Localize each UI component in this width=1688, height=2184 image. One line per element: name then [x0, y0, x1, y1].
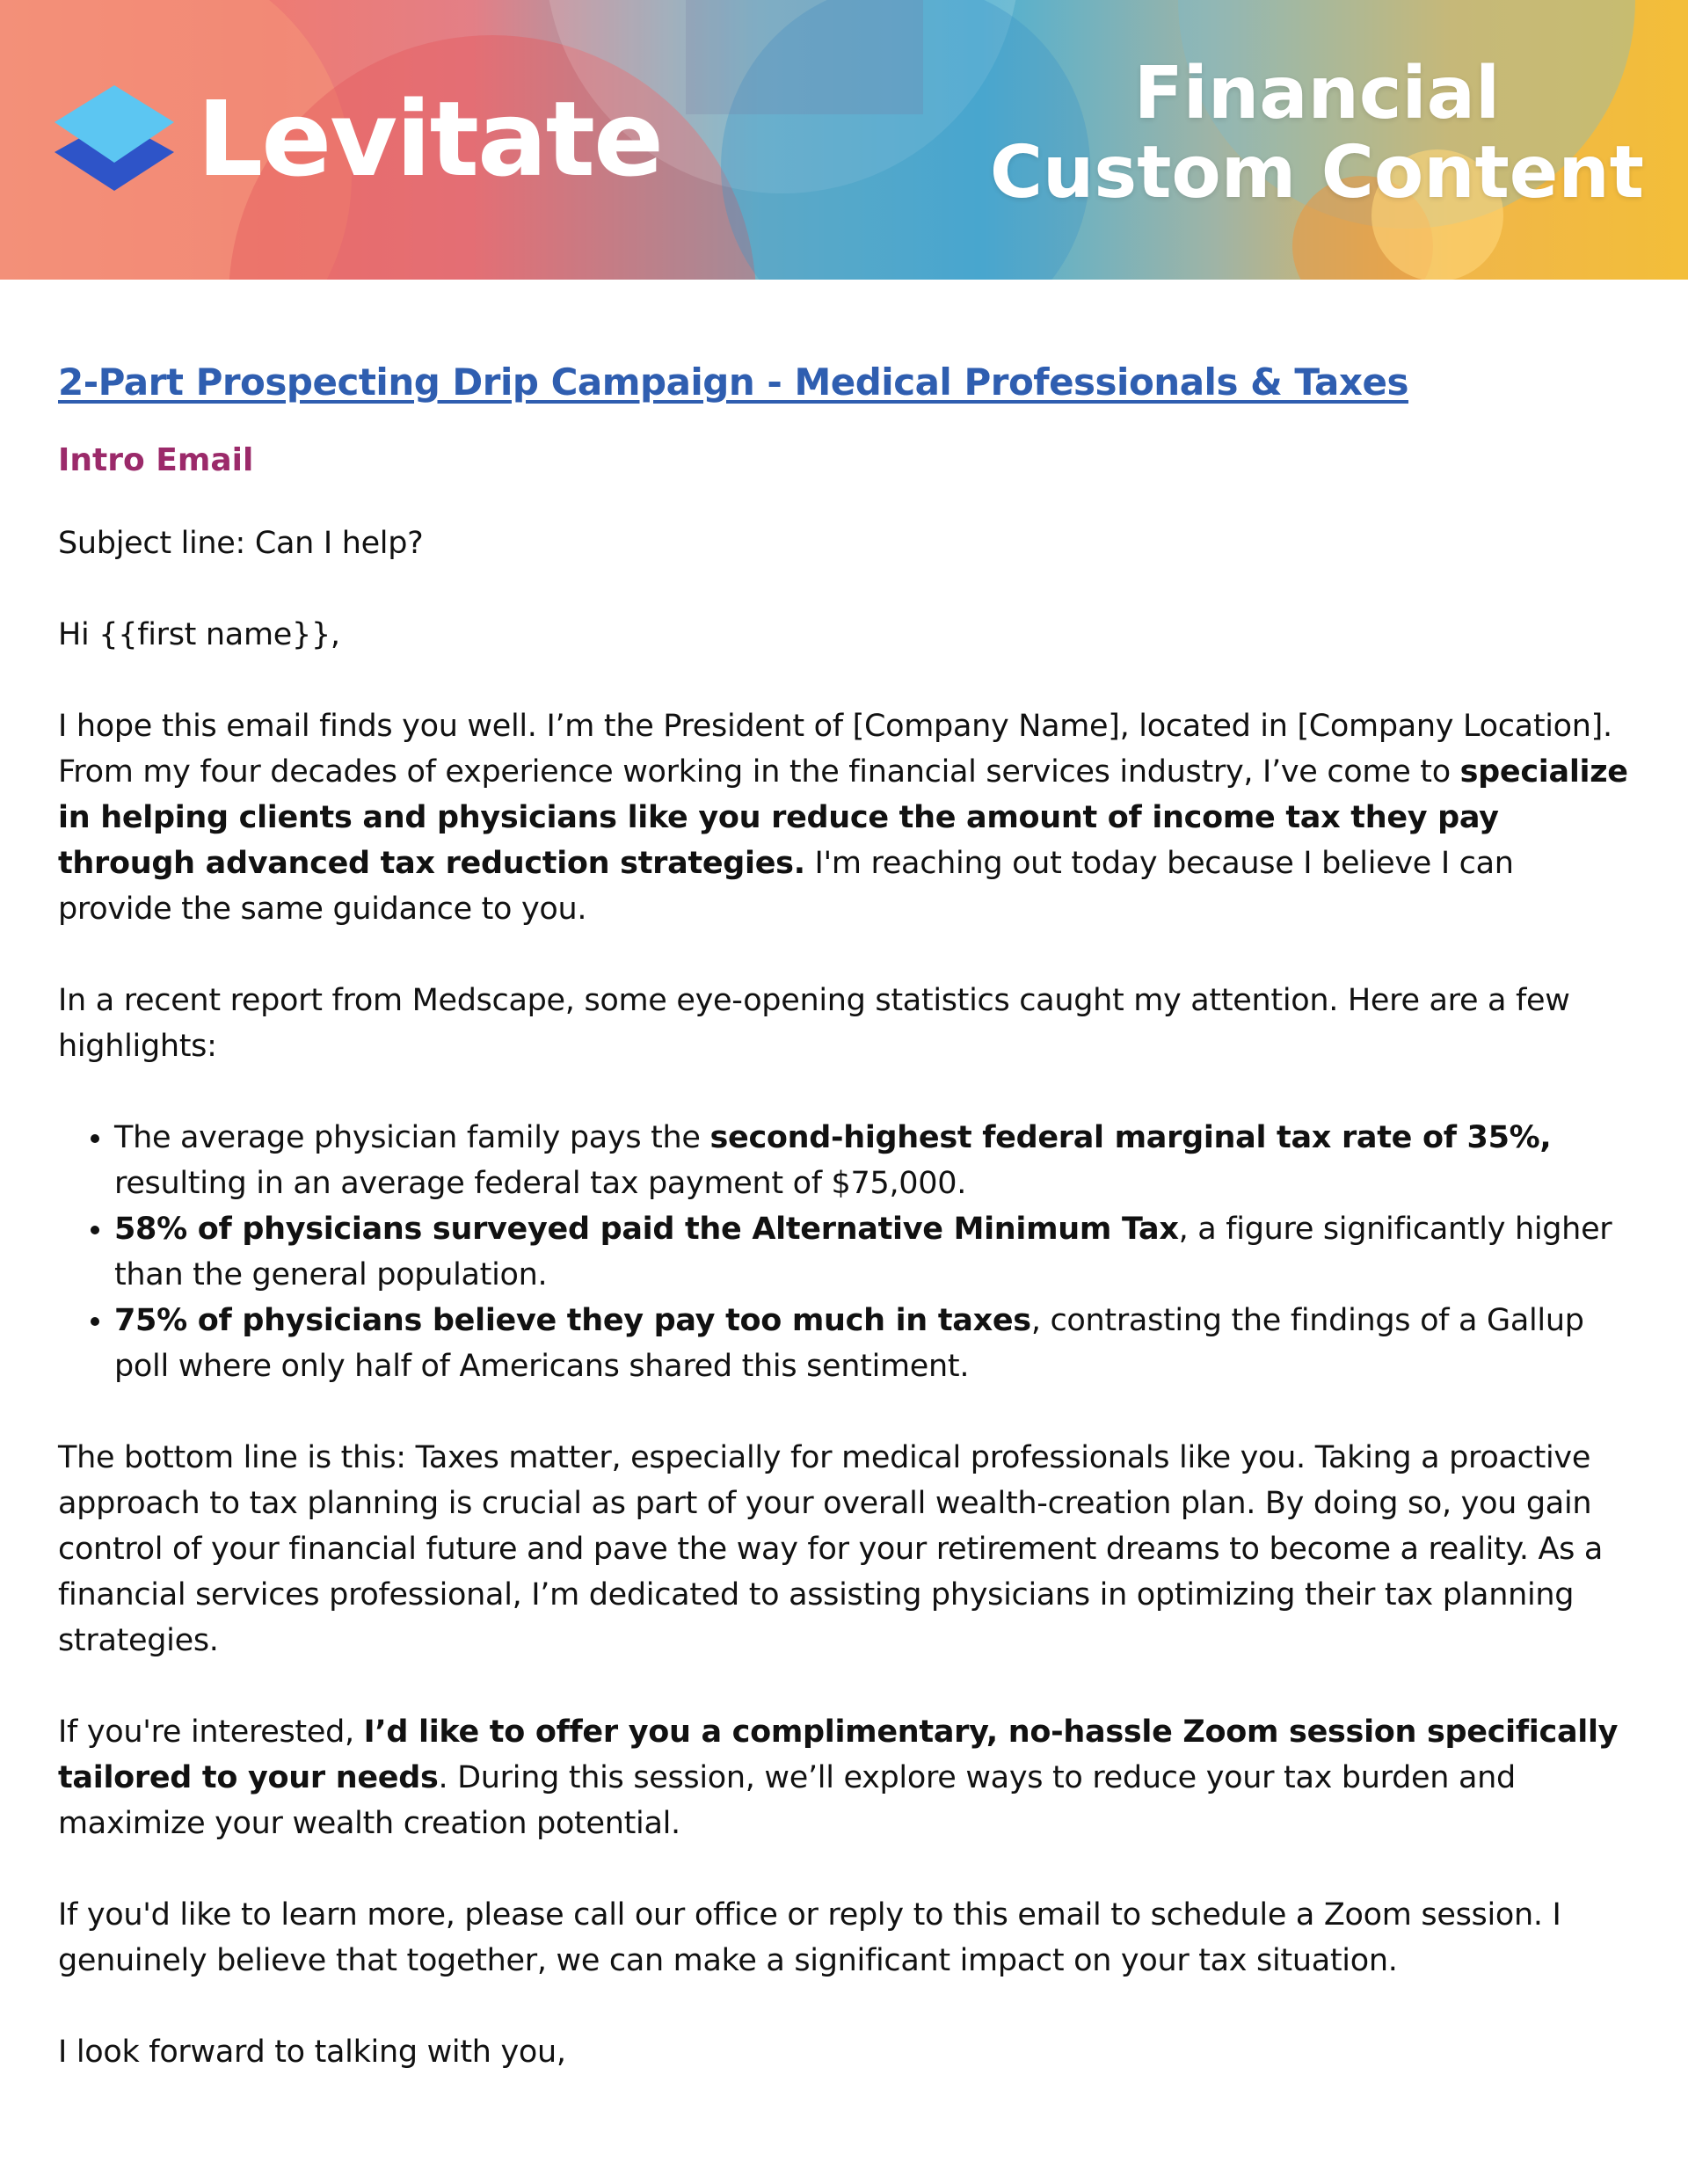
list-item	[114, 1298, 1632, 1389]
closing-line: I look forward to talking with you,	[58, 2035, 566, 2070]
subject-line: Subject line: Can I help?	[58, 526, 424, 561]
text-run: , contrasting the findings of a Gallup poll where only half of Americans shared this sentiment.	[114, 1303, 1584, 1384]
bold-text-run: 58% of physicians surveyed paid the Alternative Minimum Tax	[114, 1212, 1179, 1247]
bold-text-run: second-highest federal marginal tax rate of 35%,	[709, 1120, 1552, 1155]
text-run: If you're interested,	[58, 1714, 364, 1750]
banner-decor-rect	[686, 0, 923, 114]
banner-tagline	[989, 52, 1644, 215]
tagline-line-1: Financial	[1133, 52, 1501, 135]
text-run: The average physician family pays the	[114, 1120, 710, 1155]
levitate-logo	[55, 77, 662, 200]
document-title: 2-Part Prospecting Drip Campaign - Medical Professionals & Taxes	[58, 360, 1408, 404]
section-label-intro-email: Intro Email	[58, 442, 254, 478]
text-run: resulting in an average federal tax payment of $75,000.	[114, 1166, 967, 1201]
document-body	[58, 360, 1632, 2121]
tagline-line-2: Custom Content	[989, 131, 1644, 215]
statistics-list	[58, 1115, 1632, 1389]
list-item	[114, 1206, 1632, 1298]
paragraph-call-to-action: If you'd like to learn more, please call our office or reply to this email to schedule a Zoom session. I genuinely believe that together, we can make a significant impact on your tax situation.	[58, 1897, 1561, 1978]
logo-wordmark: Levitate	[197, 78, 663, 200]
list-item	[114, 1115, 1632, 1206]
paragraph-offer	[58, 1709, 1632, 1846]
bold-text-run: 75% of physicians believe they pay too much in taxes	[114, 1303, 1031, 1338]
bold-text-run: specialize in helping clients and physicians like you reduce the amount of income tax they pay through advanced tax reduction strategies.	[58, 754, 1628, 881]
text-run: I hope this email finds you well. I’m the President of [Company Name], located in [Company Location]. From my four decades of experience working in the financial services industry, I’ve come to	[58, 709, 1612, 790]
bold-text-run: I’d like to offer you a complimentary, no-hassle Zoom session specifically tailored to your needs	[58, 1714, 1619, 1795]
header-banner	[0, 0, 1688, 280]
levitate-diamond-icon	[55, 82, 174, 196]
greeting: Hi {{first name}},	[58, 617, 340, 652]
text-run: I'm reaching out today because I believe I can provide the same guidance to you.	[58, 846, 1514, 927]
paragraph-intro	[58, 703, 1632, 932]
text-run: , a figure significantly higher than the general population.	[114, 1212, 1612, 1292]
text-run: . During this session, we’ll explore ways to reduce your tax burden and maximize your wealth creation potential.	[58, 1760, 1516, 1841]
paragraph-report: In a recent report from Medscape, some eye-opening statistics caught my attention. Here are a few highlights:	[58, 983, 1570, 1064]
paragraph-bottom-line: The bottom line is this: Taxes matter, especially for medical professionals like you. Taking a proactive approach to tax planning is crucial as part of your overall wealth-creation plan. By doing so, you gain control of your financial future and pave the way for your retirement dreams to become a reality. As a financial services professional, I’m dedicated to assisting physicians in optimizing their tax planning strategies.	[58, 1440, 1604, 1658]
